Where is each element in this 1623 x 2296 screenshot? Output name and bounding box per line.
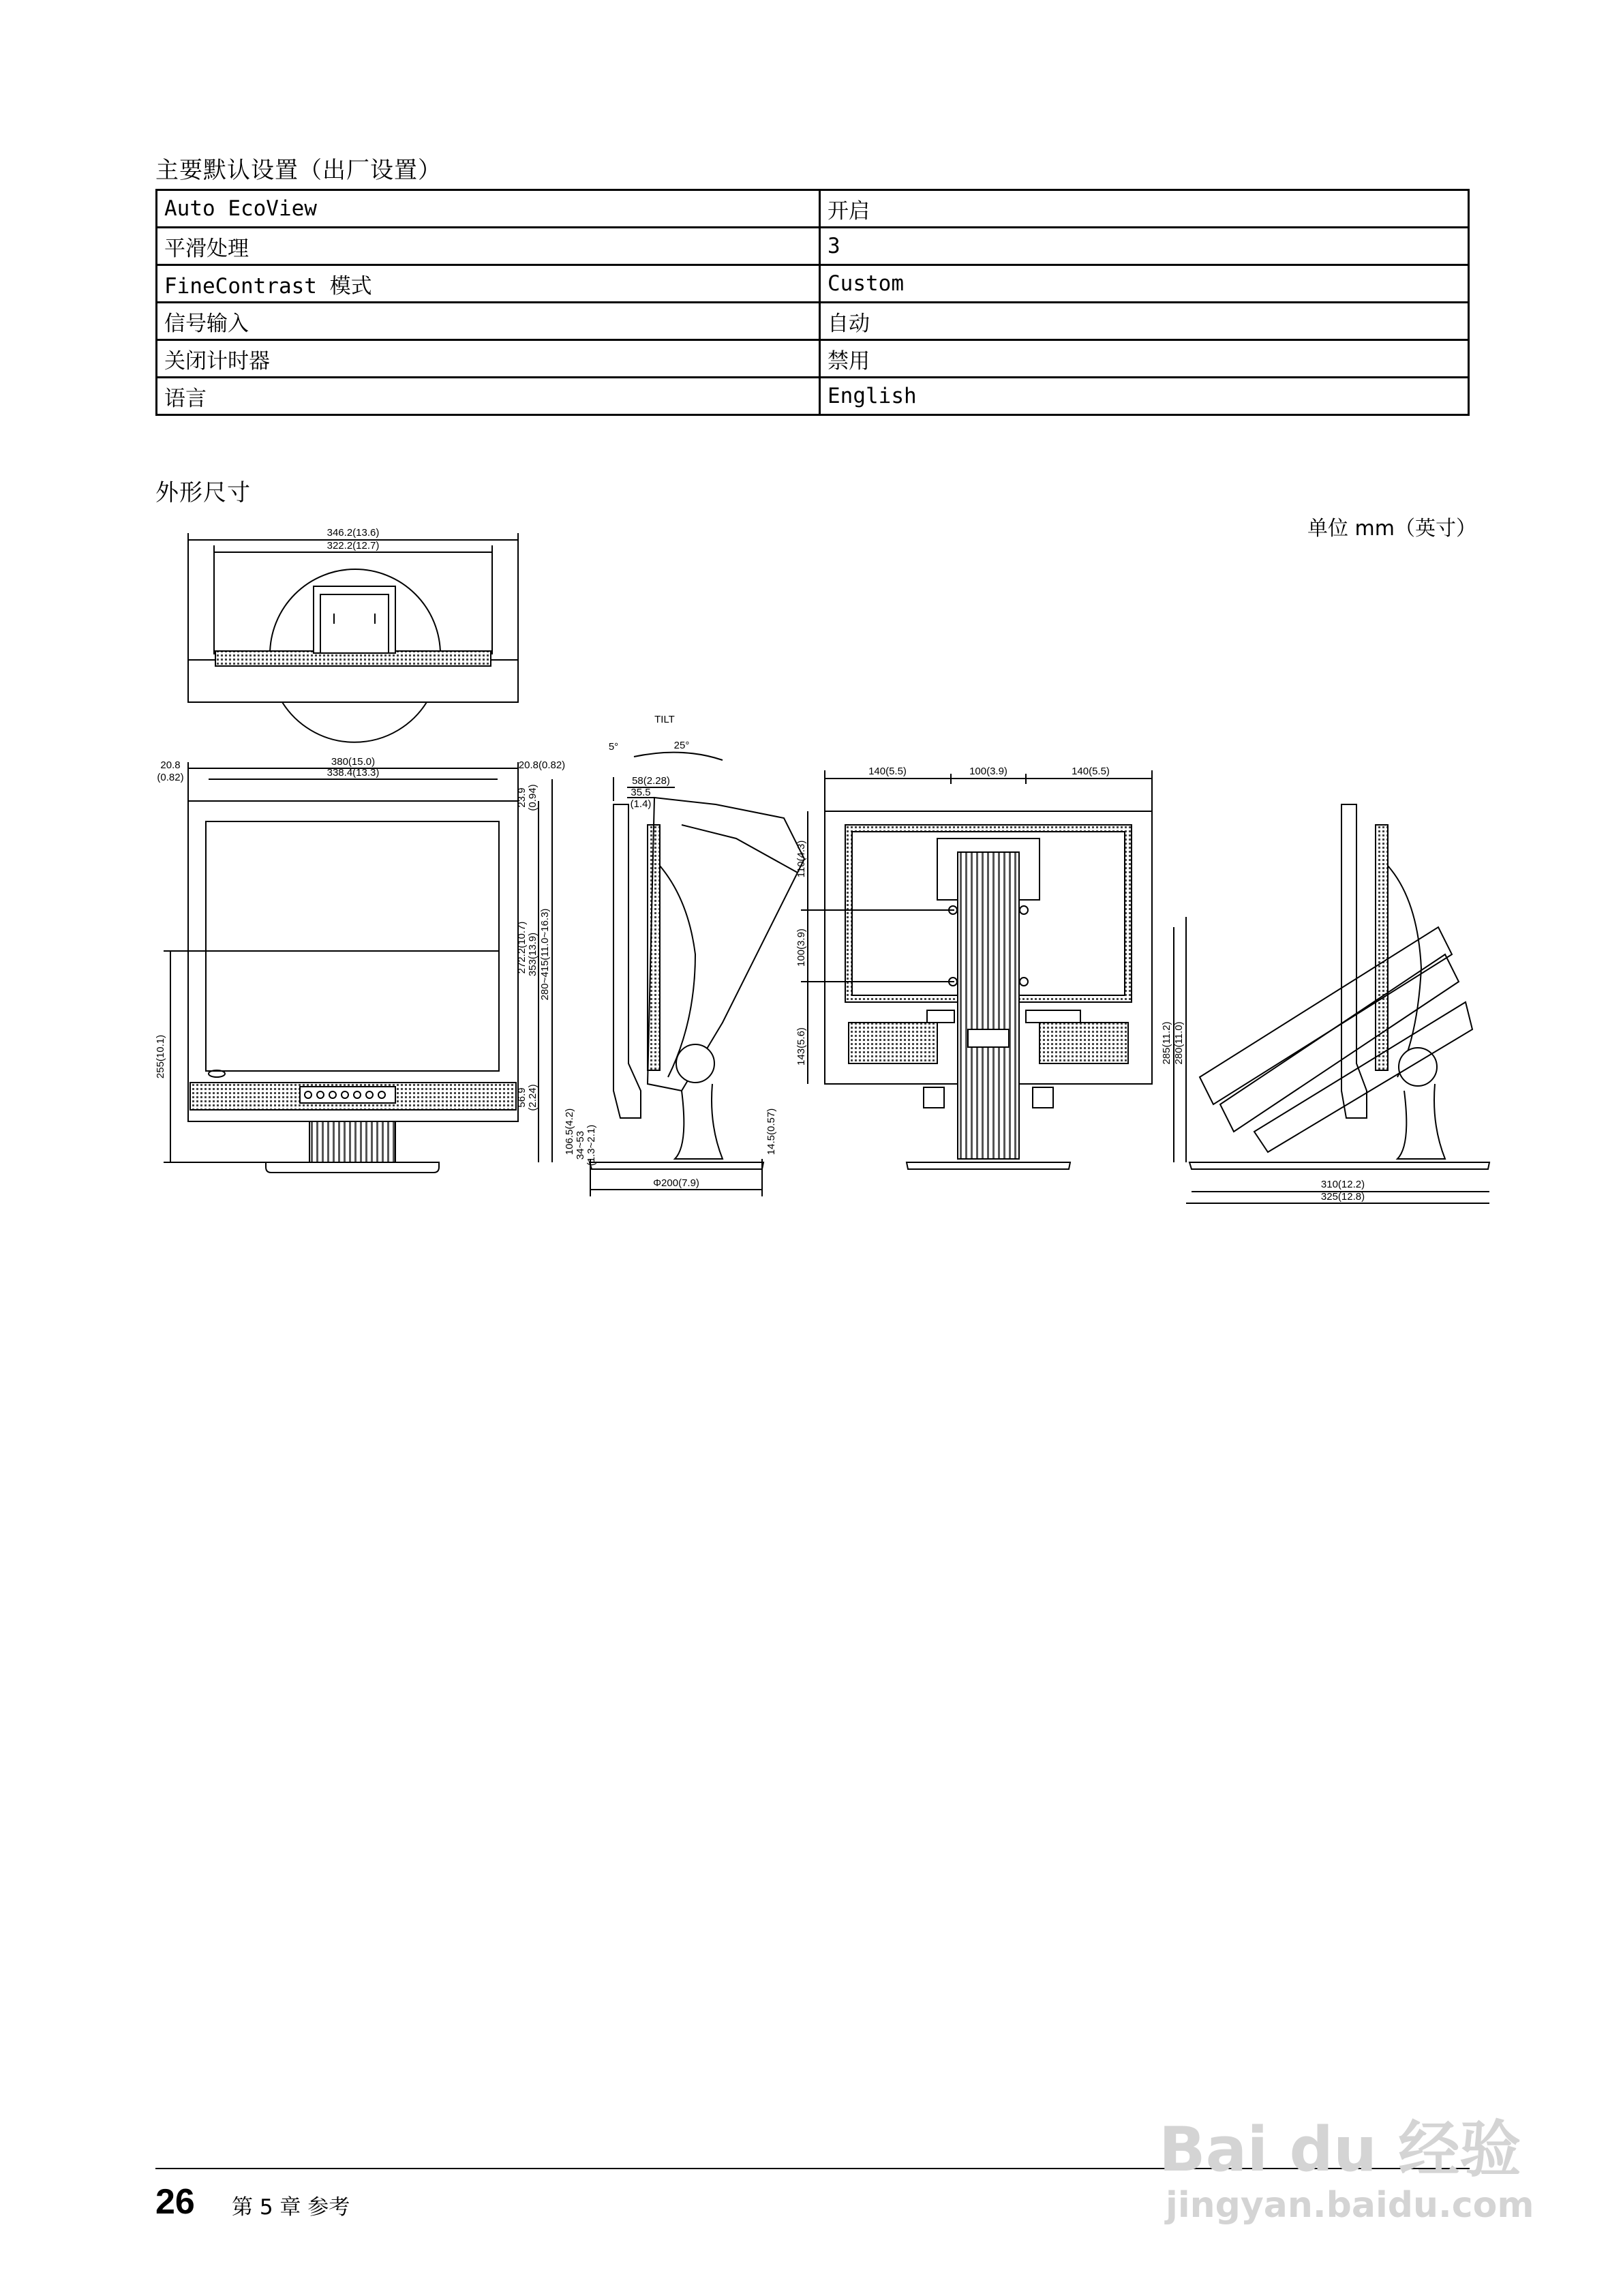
dim-side2-height-min: 280(11.0) xyxy=(1173,1021,1185,1065)
dim-left-bezel-in: (0.82) xyxy=(157,772,184,783)
dim-screen-height: 272.2(10.7) xyxy=(516,921,528,974)
watermark-brand: Bai du 经验 xyxy=(1159,2114,1521,2186)
setting-value: 3 xyxy=(820,228,1469,265)
setting-value: 禁用 xyxy=(820,340,1469,378)
dim-top-bezel: 23.9 xyxy=(516,787,528,808)
dim-back-middle: 100(3.9) xyxy=(969,766,1007,777)
page-number: 26 xyxy=(155,2182,195,2222)
settings-title: 主要默认设置（出厂设置） xyxy=(155,157,442,184)
setting-name: FineContrast 模式 xyxy=(157,265,820,303)
dim-top-bezel-in: (0.94) xyxy=(527,784,539,811)
setting-value: Custom xyxy=(820,265,1469,303)
dim-height-range: 280~415(11.0~16.3) xyxy=(539,908,551,1001)
dim-stand-offset-in: (1.3~2.1) xyxy=(586,1124,597,1166)
dim-side2-height-max: 285(11.2) xyxy=(1161,1021,1172,1065)
top-view xyxy=(188,533,518,742)
dim-height: 353(13.9) xyxy=(527,932,539,977)
dim-tilt-back: 5° xyxy=(608,741,619,753)
dim-bottom-bezel: 56.9 xyxy=(516,1087,528,1108)
dim-top-inner: 322.2(12.7) xyxy=(327,540,380,552)
setting-name: 信号输入 xyxy=(157,303,820,340)
side-view-2 xyxy=(1174,804,1489,1203)
unit-note: 单位 mm（英寸） xyxy=(1307,517,1476,541)
dim-side-depth2: 35.5 xyxy=(631,787,651,798)
dim-bottom-bezel-in: (2.24) xyxy=(527,1084,539,1111)
dim-back-vesa: 100(3.9) xyxy=(795,928,807,967)
dim-side-depth: 58(2.28) xyxy=(632,775,670,787)
dim-right-bezel: 20.8(0.82) xyxy=(518,759,566,771)
dim-back-left: 140(5.5) xyxy=(868,766,907,777)
dim-stand-offset: 34~53 xyxy=(575,1130,586,1160)
dim-stand-height: 106.5(4.2) xyxy=(564,1108,575,1155)
setting-name: 平滑处理 xyxy=(157,228,820,265)
dim-base-thickness: 14.5(0.57) xyxy=(765,1108,777,1155)
setting-value: 自动 xyxy=(820,303,1469,340)
dimensions-title: 外形尺寸 xyxy=(155,479,251,507)
watermark-url: jingyan.baidu.com xyxy=(1166,2185,1534,2226)
dim-tilt-forward: 25° xyxy=(673,740,690,751)
front-view xyxy=(164,762,552,1173)
chapter-label: 第 5 章 参考 xyxy=(232,2195,350,2220)
dim-back-top: 110(4.3) xyxy=(795,840,807,878)
dim-side-depth2-in: (1.4) xyxy=(630,798,652,810)
dim-back-right: 140(5.5) xyxy=(1072,766,1110,777)
dim-front-screen-width: 338.4(13.3) xyxy=(327,767,380,779)
setting-value: 开启 xyxy=(820,190,1469,228)
dim-base-diameter: Φ200(7.9) xyxy=(653,1177,699,1189)
back-view xyxy=(801,770,1152,1169)
dim-side2-depth-b: 325(12.8) xyxy=(1320,1191,1365,1203)
setting-name: 关闭计时器 xyxy=(157,340,820,378)
setting-name: Auto EcoView xyxy=(157,190,820,228)
setting-name: 语言 xyxy=(157,378,820,415)
setting-value: English xyxy=(820,378,1469,415)
dim-side2-depth-a: 310(12.2) xyxy=(1320,1179,1365,1190)
dim-front-width: 380(15.0) xyxy=(331,756,376,768)
dim-back-bottom: 143(5.6) xyxy=(795,1027,807,1066)
dim-left-bezel: 20.8 xyxy=(160,759,181,771)
dim-tilt-label: TILT xyxy=(654,714,675,725)
dim-top-overall: 346.2(13.6) xyxy=(327,527,380,539)
dim-min-height: 255(10.1) xyxy=(155,1034,166,1079)
